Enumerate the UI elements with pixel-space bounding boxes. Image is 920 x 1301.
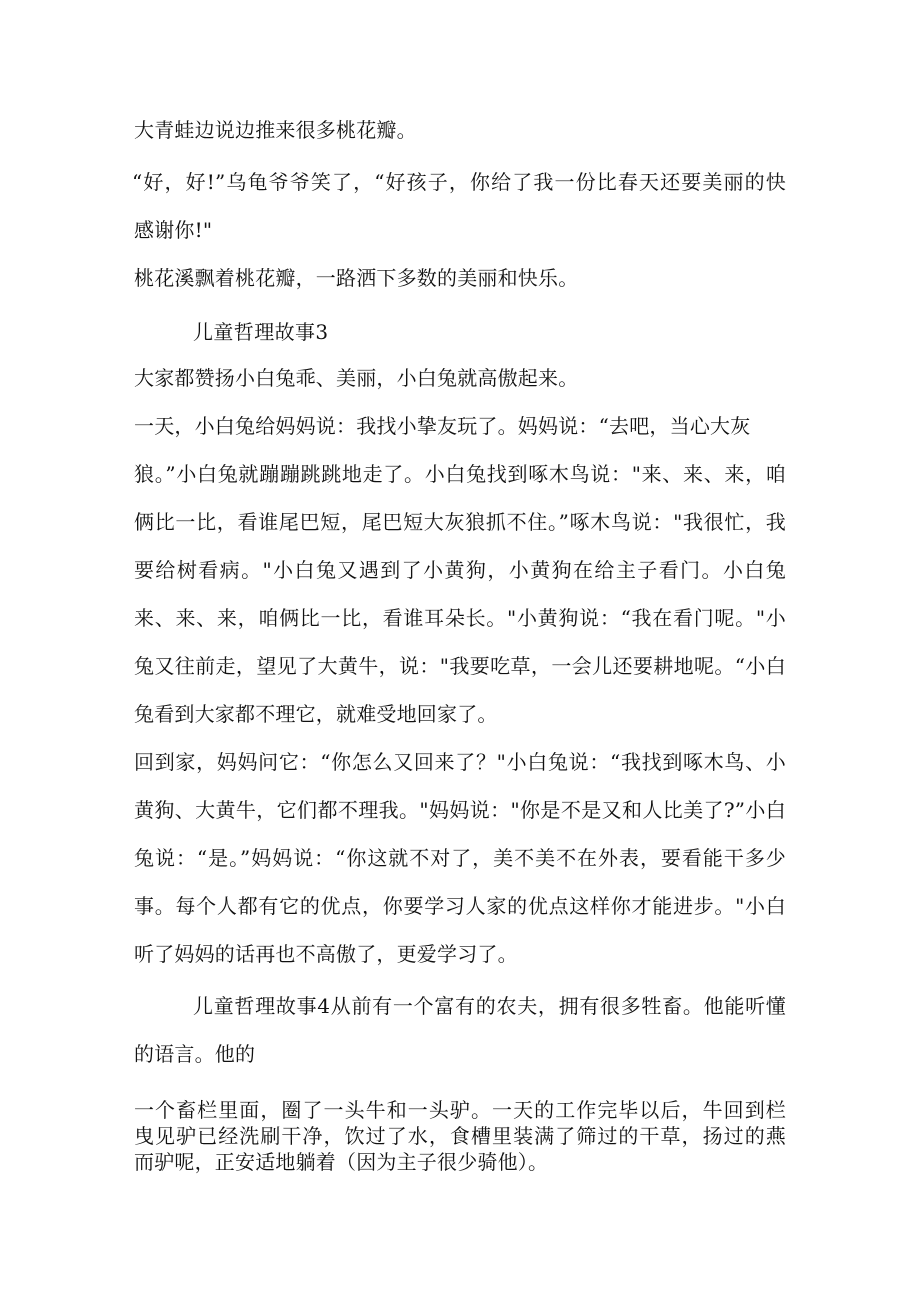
text-line: 听了妈妈的话再也不高傲了，更爱学习了。 bbox=[134, 942, 518, 966]
text-line: 兔又往前走，望见了大黄牛，说："我要吃草，一会儿还要耕地呢。“小白 bbox=[134, 654, 786, 678]
text-line: 大家都赞扬小白兔乖、美丽，小白兔就高傲起来。 bbox=[134, 366, 579, 390]
text-line: 大青蛙边说边推来很多桃花瓣。 bbox=[134, 118, 417, 142]
text-line: 一个畜栏里面，圈了一头牛和一头驴。一天的工作完毕以后，牛回到栏 bbox=[134, 1098, 786, 1122]
section-heading: 儿童哲理故事3 bbox=[193, 320, 329, 344]
text-line: 而驴呢，正安适地躺着（因为主子很少骑他）。 bbox=[134, 1150, 549, 1174]
text-line: 兔看到大家都不理它，就难受地回家了。 bbox=[134, 702, 498, 726]
text-line: “好，好!”乌龟爷爷笑了，“好孩子，你给了我一份比春天还要美丽的快 bbox=[132, 170, 786, 194]
text-line: 来、来、来，咱俩比一比，看谁耳朵长。"小黄狗说：“我在看门呢。"小 bbox=[134, 606, 786, 630]
text-line: 一天，小白兔给妈妈说：我找小挚友玩了。妈妈说：“去吧，当心大灰 bbox=[134, 414, 751, 438]
section-heading-line: 儿童哲理故事4从前有一个富有的农夫，拥有很多牲畜。他能听懂 bbox=[193, 994, 786, 1018]
text-line: 桃花溪飘着桃花瓣，一路洒下多数的美丽和快乐。 bbox=[134, 266, 579, 290]
text-line: 兔说：“是。”妈妈说：“你这就不对了，美不美不在外表，要看能干多少 bbox=[134, 846, 786, 870]
text-line: 事。每个人都有它的优点，你要学习人家的优点这样你才能进步。"小白 bbox=[134, 894, 786, 918]
text-line: 感谢你!" bbox=[134, 218, 213, 242]
text-line: 俩比一比，看谁尾巴短，尾巴短大灰狼抓不住。”啄木鸟说："我很忙，我 bbox=[134, 510, 786, 534]
text-line: 狼。”小白兔就蹦蹦跳跳地走了。小白兔找到啄木鸟说："来、来、来，咱 bbox=[134, 462, 786, 486]
text-line: 要给树看病。"小白兔又遇到了小黄狗，小黄狗在给主子看门。小白兔 bbox=[134, 558, 786, 582]
text-line: 回到家，妈妈问它：“你怎么又回来了？"小白兔说：“我找到啄木鸟、小 bbox=[134, 750, 786, 774]
text-line: 黄狗、大黄牛，它们都不理我。"妈妈说："你是不是又和人比美了?”小白 bbox=[134, 798, 786, 822]
text-line: 的语言。他的 bbox=[134, 1042, 256, 1066]
text-line: 曳见驴已经洗刷干净，饮过了水，食槽里装满了筛过的干草，扬过的燕 bbox=[134, 1124, 786, 1148]
